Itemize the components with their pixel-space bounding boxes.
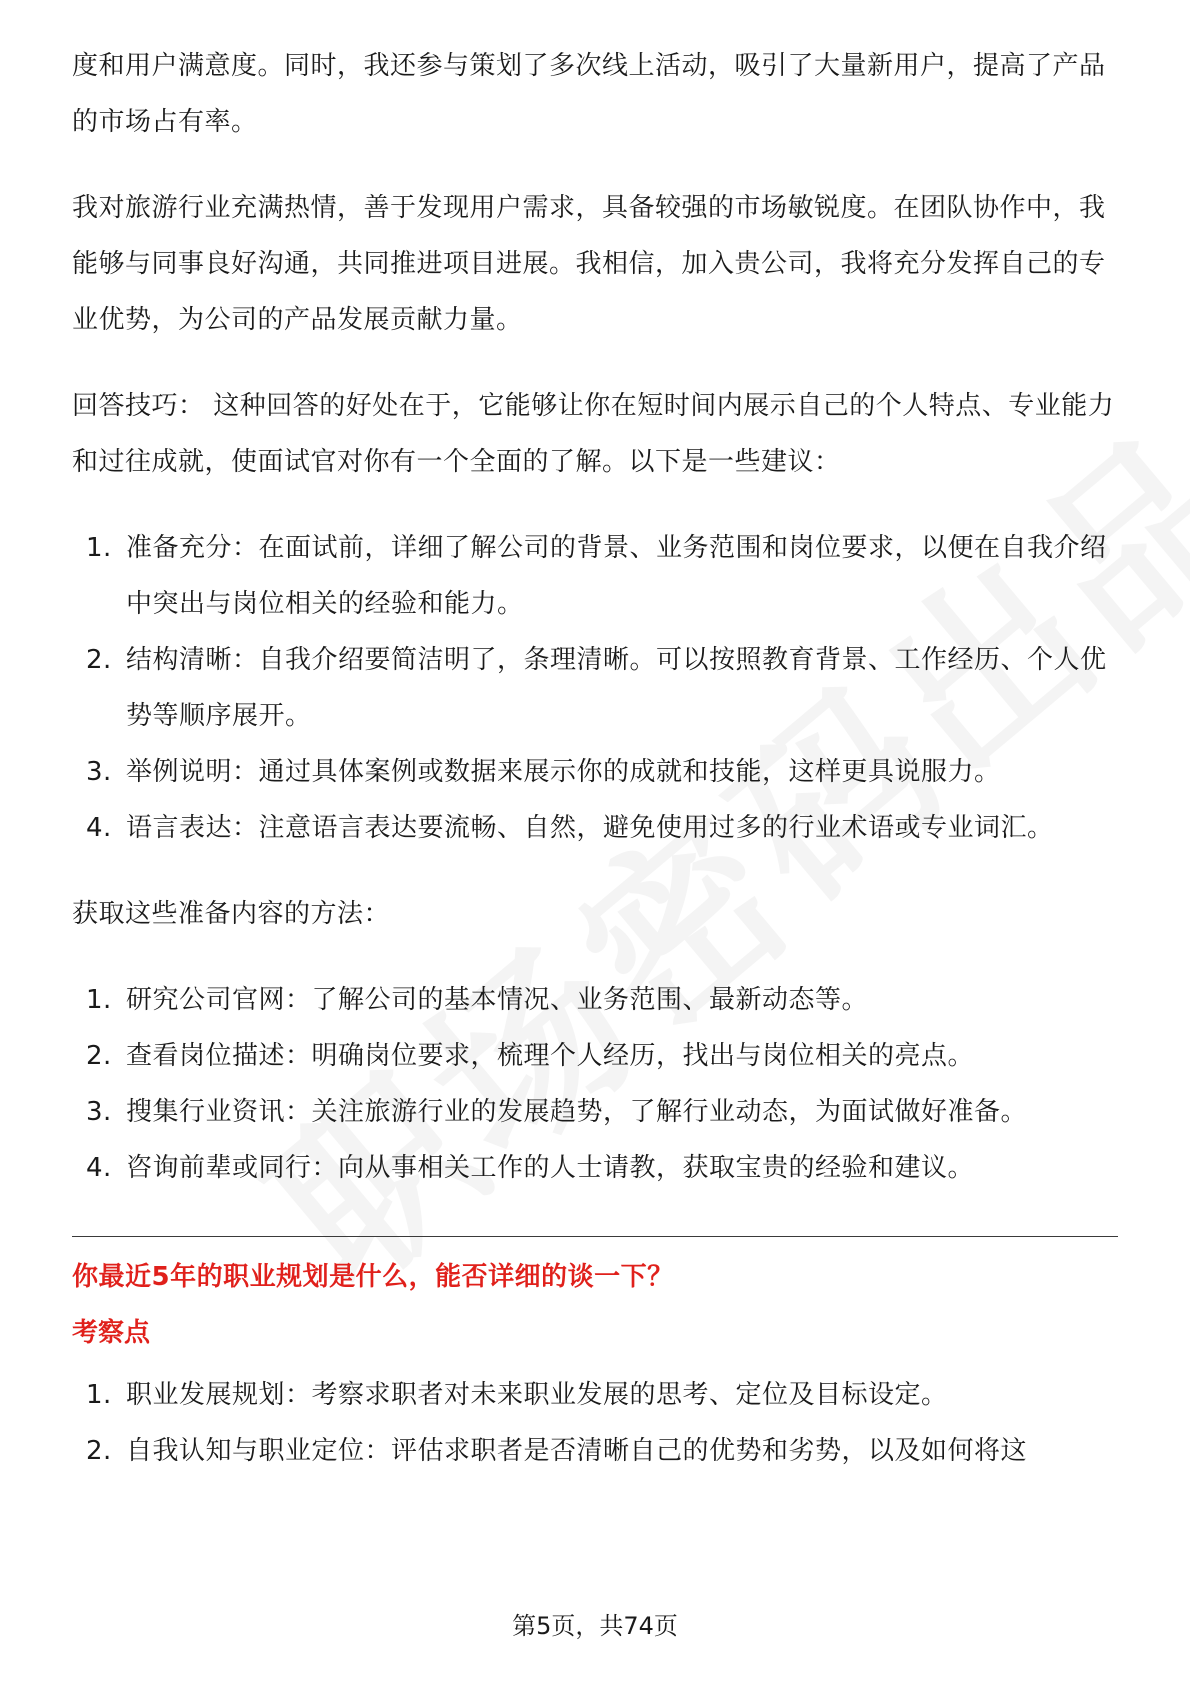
list-number: 1. [86, 1380, 112, 1410]
section-label-inspection-points: 考察点 [72, 1318, 151, 1348]
list-item [72, 1423, 1118, 1479]
list-item [72, 1140, 1118, 1196]
page-number-footer: 第5页，共74页 [512, 1612, 678, 1640]
section-divider [72, 1236, 1118, 1237]
list-item [72, 1367, 1118, 1423]
list-item-text: 准备充分：在面试前，详细了解公司的背景、业务范围和岗位要求，以便在自我介绍中突出与岗位相关的经验和能力。 [126, 533, 1107, 619]
list-item [72, 520, 1118, 632]
list-item [72, 744, 1118, 800]
question-heading: 你最近5年的职业规划是什么，能否详细的谈一下？ [72, 1262, 674, 1292]
list-item [72, 1084, 1118, 1140]
inspection-points-list [72, 1367, 1118, 1479]
list-item [72, 972, 1118, 1028]
list-number: 4. [86, 813, 112, 843]
list-number: 4. [86, 1153, 112, 1183]
list-item-text: 语言表达：注意语言表达要流畅、自然，避免使用过多的行业术语或专业词汇。 [126, 813, 1054, 843]
methods-heading: 获取这些准备内容的方法： [72, 899, 391, 929]
methods-list [72, 972, 1118, 1196]
list-number: 2. [86, 1041, 112, 1071]
list-item-text: 职业发展规划：考察求职者对未来职业发展的思考、定位及目标设定。 [126, 1380, 948, 1410]
tips-list [72, 520, 1118, 856]
list-item-text: 查看岗位描述：明确岗位要求，梳理个人经历，找出与岗位相关的亮点。 [126, 1041, 975, 1071]
list-number: 2. [86, 1436, 112, 1466]
list-item [72, 1028, 1118, 1084]
list-item-text: 咨询前辈或同行：向从事相关工作的人士请教，获取宝贵的经验和建议。 [126, 1153, 975, 1183]
list-number: 3. [86, 757, 112, 787]
list-number: 3. [86, 1097, 112, 1127]
page-content [72, 38, 1118, 1509]
paragraph-intro-end: 度和用户满意度。同时，我还参与策划了多次线上活动，吸引了大量新用户，提高了产品的市场占有率。 [72, 51, 1106, 137]
list-item-text: 自我认知与职业定位：评估求职者是否清晰自己的优势和劣势，以及如何将这 [126, 1436, 1028, 1466]
list-item-text: 搜集行业资讯：关注旅游行业的发展趋势，了解行业动态，为面试做好准备。 [126, 1097, 1028, 1127]
list-item [72, 632, 1118, 744]
paragraph-answer-tips: 回答技巧： 这种回答的好处在于，它能够让你在短时间内展示自己的个人特点、专业能力和过往成就，使面试官对你有一个全面的了解。以下是一些建议： [72, 391, 1115, 477]
list-item-text: 结构清晰：自我介绍要简洁明了，条理清晰。可以按照教育背景、工作经历、个人优势等顺序展开。 [126, 645, 1107, 731]
list-number: 1. [86, 533, 112, 563]
list-number: 2. [86, 645, 112, 675]
list-item-text: 研究公司官网：了解公司的基本情况、业务范围、最新动态等。 [126, 985, 869, 1015]
list-item-text: 举例说明：通过具体案例或数据来展示你的成就和技能，这样更具说服力。 [126, 757, 1001, 787]
list-item [72, 800, 1118, 856]
paragraph-passion: 我对旅游行业充满热情，善于发现用户需求，具备较强的市场敏锐度。在团队协作中，我能够与同事良好沟通，共同推进项目进展。我相信，加入贵公司，我将充分发挥自己的专业优势，为公司的产品发展贡献力量。 [72, 193, 1106, 335]
list-number: 1. [86, 985, 112, 1015]
